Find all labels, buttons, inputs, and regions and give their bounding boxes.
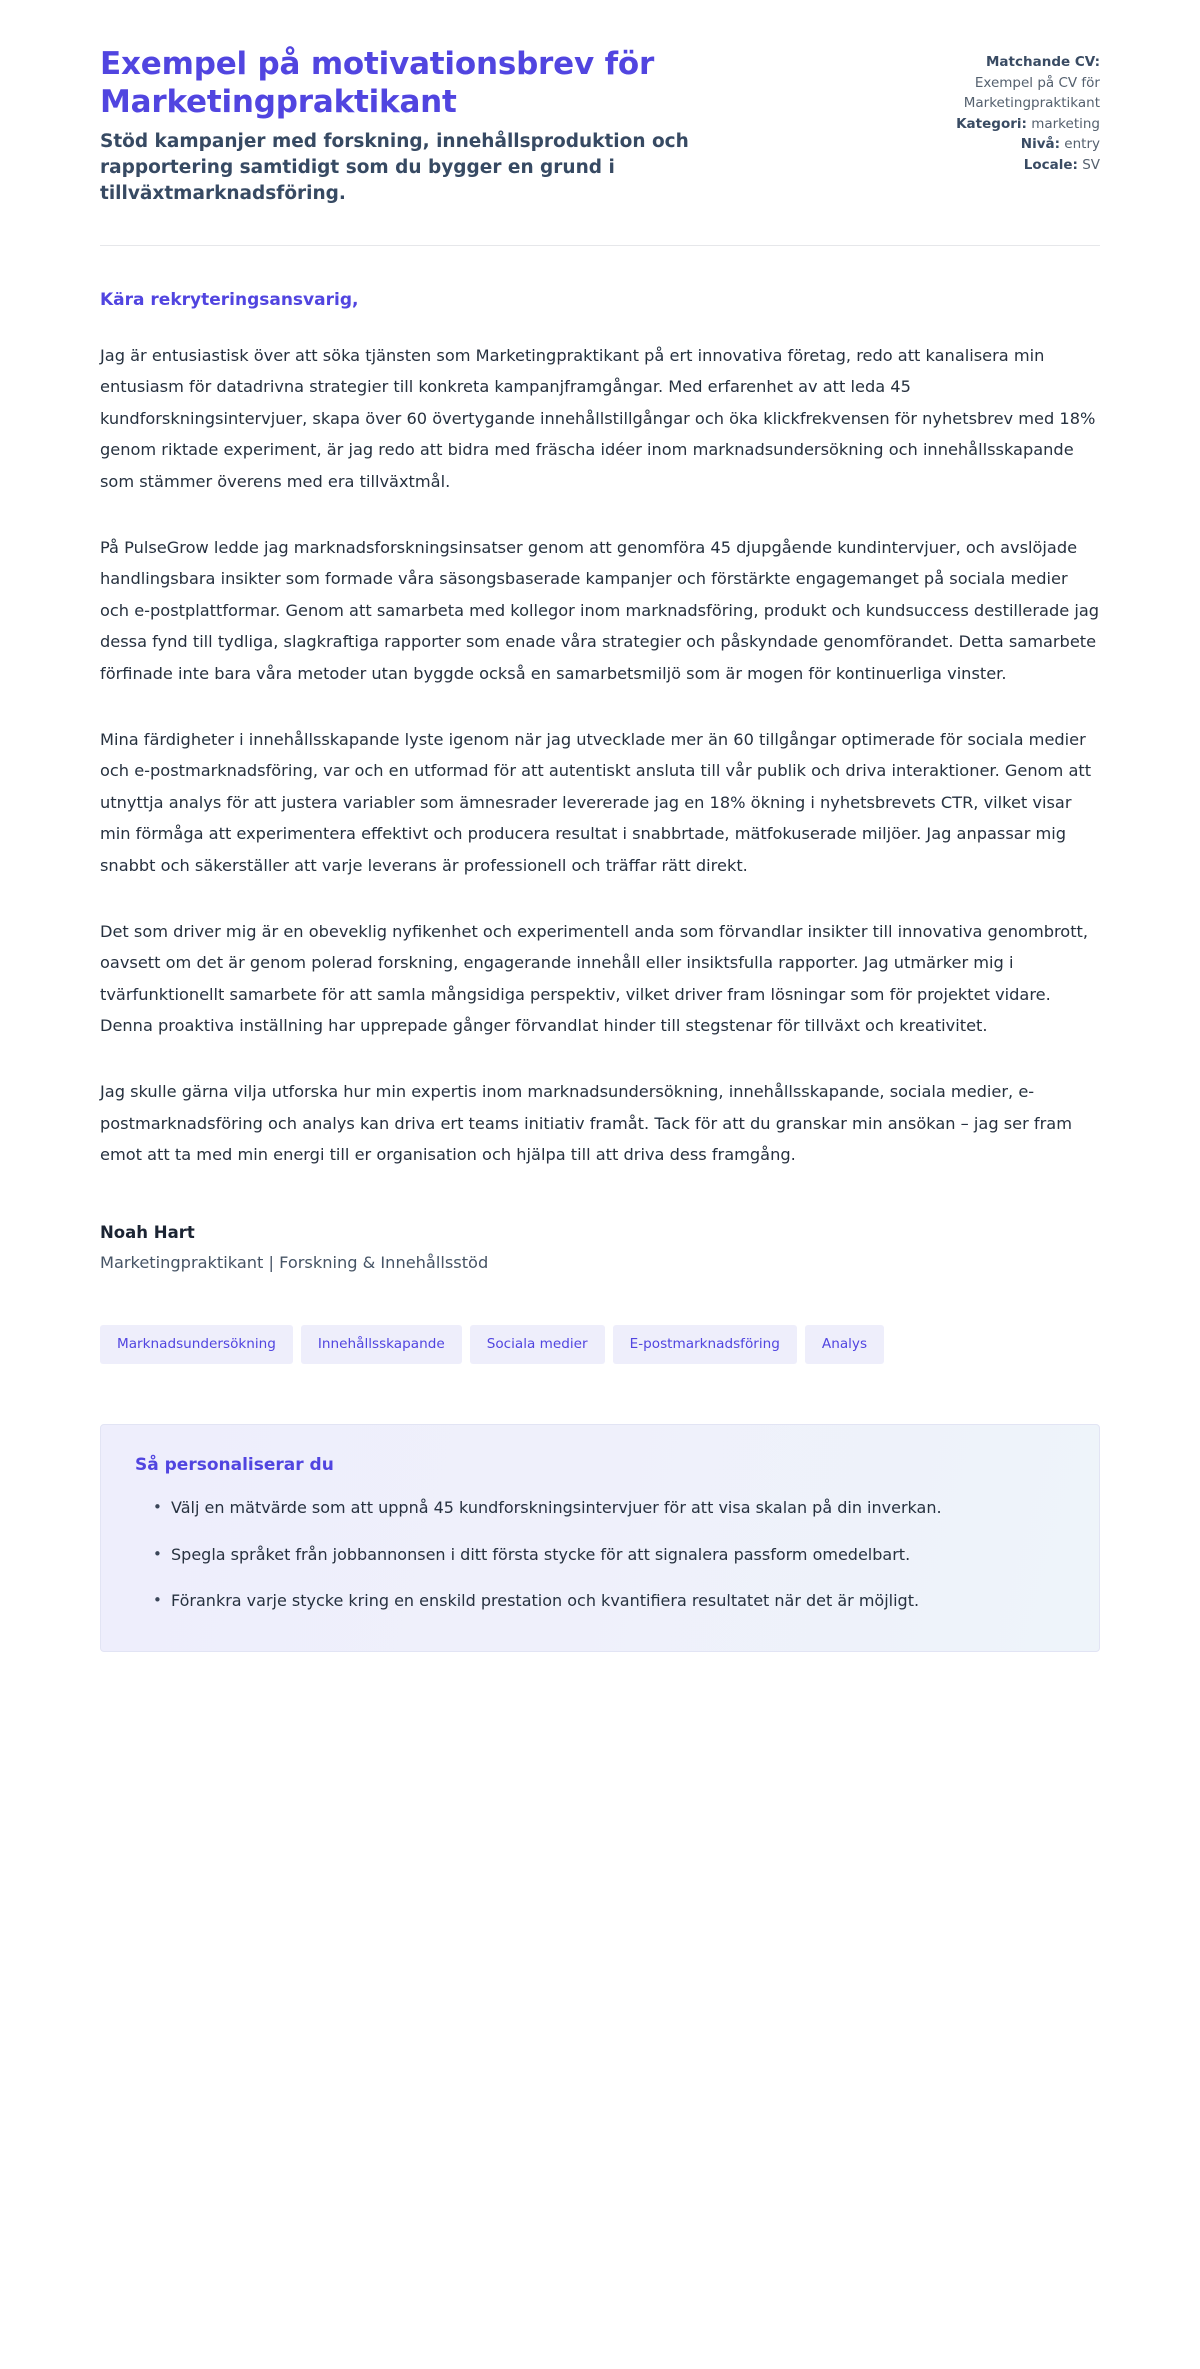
signature-role: Marketingpraktikant | Forskning & Innehållsstöd — [100, 1252, 489, 1272]
letter-paragraph: Mina färdigheter i innehållsskapande lyste igenom när jag utvecklade mer än 60 tillgångar optimerade för sociala medier och e-postmarknadsföring, var och en utformad för att autentiskt ansluta till vår publik och driva interaktioner. Genom att utnyttja analys för att justera variabler som ämnesrader levererade jag en 18% ökning i nyhetsbrevets CTR, vilket visar min förmåga att experimentera effektivt och producera resultat i snabbrtade, mätfokuserade miljöer. Jag anpassar mig snabbt och säkerställer att varje leverans är professionell och träffar rätt direkt. — [100, 729, 1092, 875]
meta-locale — [875, 155, 1100, 176]
callout-title: Så personaliserar du — [135, 1455, 334, 1476]
page-header — [100, 46, 1100, 207]
letter-body — [100, 246, 1100, 1652]
letter-paragraph: Det som driver mig är en obeveklig nyfikenhet och experimentell anda som förvandlar insikter till innovativa genombrott, oavsett om det är genom polerad forskning, engagerande innehåll eller insiktsfulla rapporter. Jag utmärker mig i tvärfunktionellt samarbete för att samla mångsidiga perspektiv, vilket driver fram lösningar som för projektet vidare. Denna proaktiva inställning har upprepade gånger förvandlat hinder till stegstenar för tillväxt och kreativitet. — [100, 921, 1089, 1036]
meta-locale-value: SV — [1082, 156, 1100, 173]
meta-level-value: entry — [1064, 136, 1100, 153]
callout-tip-item: • Spegla språket från jobbannonsen i ditt första stycke för att signalera passform omedelbart. — [157, 1540, 1065, 1570]
meta-level — [875, 134, 1100, 155]
signature-block — [100, 1223, 1100, 1272]
meta-level-label: Nivå: — [1020, 136, 1060, 153]
letter-salutation: Kära rekryteringsansvarig, — [100, 289, 359, 310]
header-metadata — [875, 46, 1100, 175]
header-title-block — [100, 46, 820, 207]
callout-tip-list — [135, 1493, 1065, 1616]
callout-tip-item: • Förankra varje stycke kring en enskild prestation och kvantifiera resultatet när det är möjligt. — [157, 1586, 1065, 1616]
callout-tip-item: • Välj en mätvärde som att uppnå 45 kundforskningsintervjuer för att visa skalan på din inverkan. — [157, 1493, 1065, 1523]
meta-matching-cv — [875, 52, 1100, 114]
meta-matching-cv-label: Matchande CV: — [986, 54, 1100, 70]
page-title: Exempel på motivationsbrev för Marketingpraktikant — [100, 46, 655, 120]
meta-locale-label: Locale: — [1023, 156, 1078, 173]
skill-tag[interactable]: E-postmarknadsföring — [613, 1325, 797, 1365]
meta-category-value: marketing — [1031, 115, 1100, 132]
meta-category-label: Kategori: — [956, 115, 1027, 132]
page-subtitle: Stöd kampanjer med forskning, innehållsproduktion och rapportering samtidigt som du bygger en grund i tillväxtmarknadsföring. — [100, 131, 689, 204]
skill-tag[interactable]: Sociala medier — [470, 1325, 605, 1365]
meta-matching-cv-value: Exempel på CV för Marketingpraktikant — [963, 74, 1100, 112]
personalization-callout — [100, 1424, 1100, 1651]
skill-tag[interactable]: Marknadsundersökning — [100, 1325, 293, 1365]
signature-name: Noah Hart — [100, 1222, 195, 1242]
letter-paragraph: Jag skulle gärna vilja utforska hur min expertis inom marknadsundersökning, innehållsskapande, sociala medier, e-postmarknadsföring och analys kan driva ert teams initiativ framåt. Tack för att du granskar min ansökan – jag ser fram emot att ta med min energi till er organisation och hjälpa till att driva dess framgång. — [100, 1081, 1072, 1165]
letter-paragraph: På PulseGrow ledde jag marknadsforskningsinsatser genom att genomföra 45 djupgående kundintervjuer, och avslöjade handlingsbara insikter som formade våra säsongsbaserade kampanjer och förstärkte engagemanget på sociala medier och e-postplattformar. Genom att samarbeta med kollegor inom marknadsföring, produkt och kundsuccess destillerade jag dessa fynd till tydliga, slagkraftiga rapporter som enade våra strategier och påskyndade genomförandet. Detta samarbete förfinade inte bara våra metoder utan byggde också en samarbetsmiljö som är mogen för kontinuerliga vinster. — [100, 537, 1100, 684]
letter-paragraph: Jag är entusiastisk över att söka tjänsten som Marketingpraktikant på ert innovativa företag, redo att kanalisera min entusiasm för datadrivna strategier till konkreta kampanjframgångar. Med erfarenhet av att leda 45 kundforskningsintervjuer, skapa över 60 övertygande innehållstillgångar och öka klickfrekvensen för nyhetsbrev med 18% genom riktade experiment, är jag redo att bidra med fräscha idéer inom marknadsundersökning och innehållsskapande som stämmer överens med era tillväxtmål. — [100, 345, 1096, 492]
skill-tag[interactable]: Innehållsskapande — [301, 1325, 462, 1365]
skill-tag[interactable]: Analys — [805, 1325, 884, 1365]
skill-tag-list — [100, 1325, 1100, 1365]
meta-category — [875, 114, 1100, 135]
